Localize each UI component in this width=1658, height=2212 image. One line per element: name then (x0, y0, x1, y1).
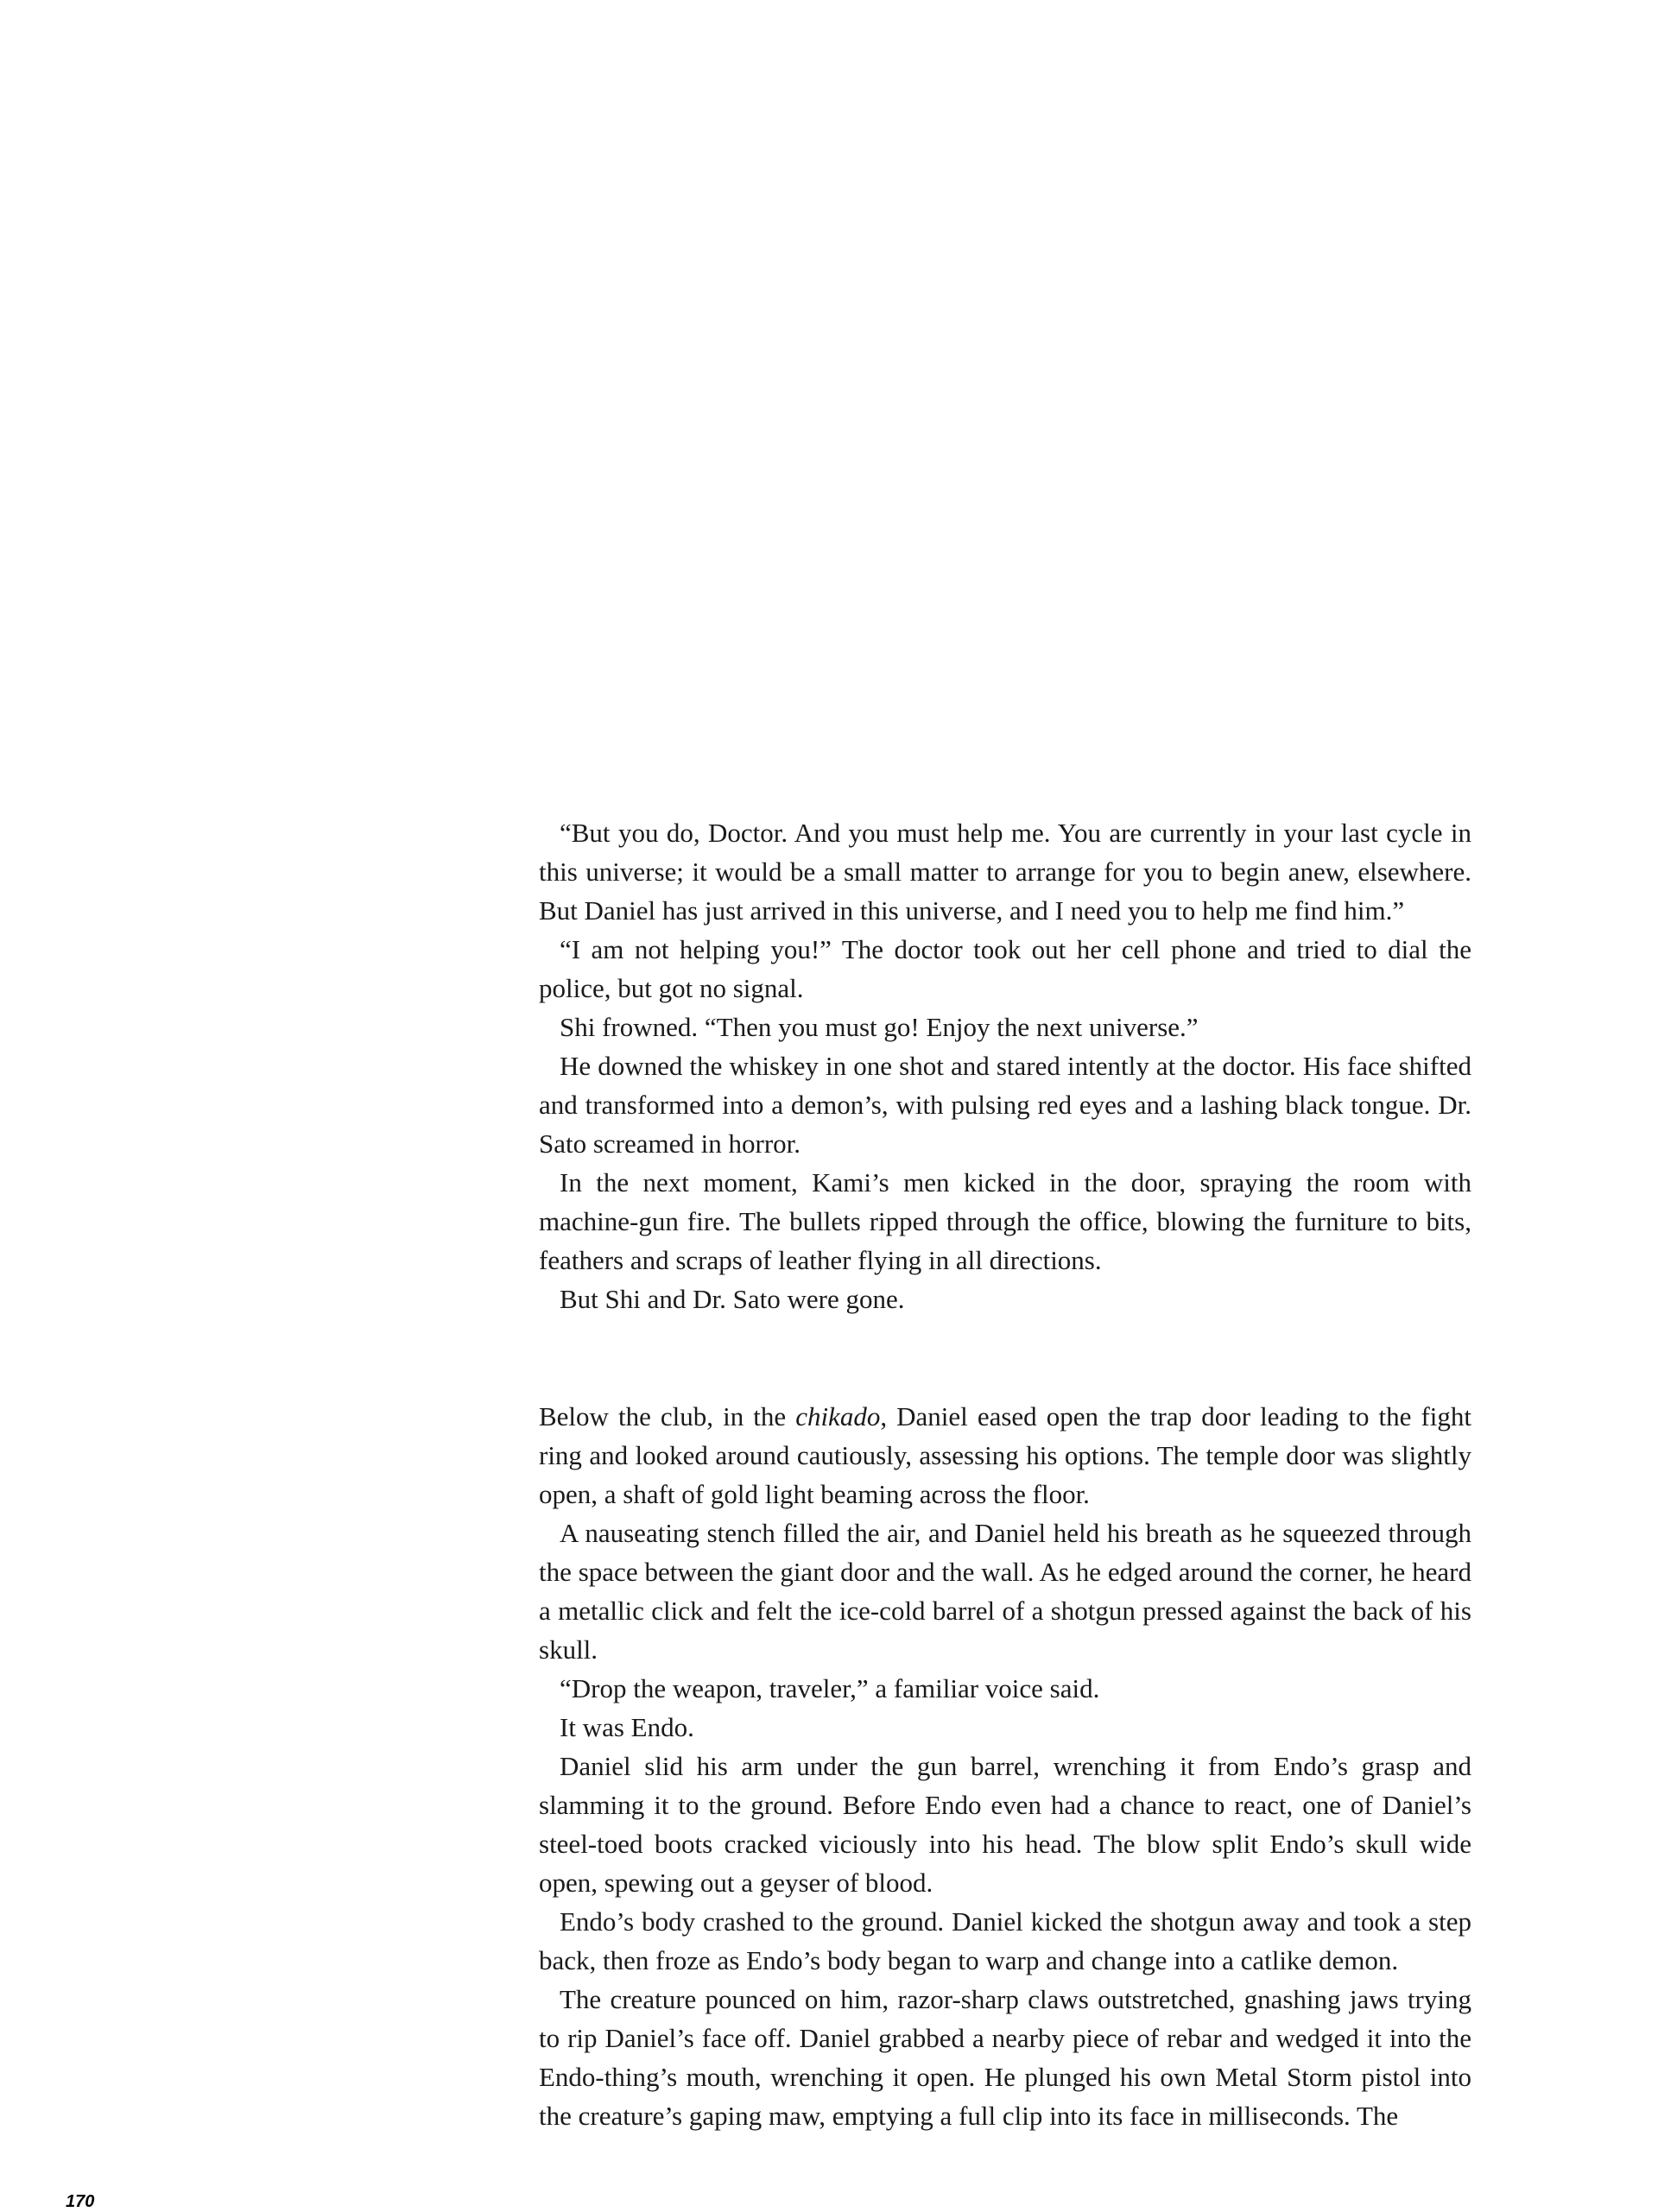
paragraph: A nauseating stench filled the air, and Daniel held his breath as he squeezed through the space between the giant door and the wall. As he edged around the corner, he heard a metallic click and felt the ice-cold barrel of a shotgun pressed against the back of his skull. (539, 1518, 1471, 1665)
paragraph: “I am not helping you!” The doctor took out her cell phone and tried to dial the police, but got no signal. (539, 934, 1471, 1003)
paragraph: “Drop the weapon, traveler,” a familiar voice said. (560, 1673, 1100, 1703)
text-section-1 (539, 813, 1471, 1318)
paragraph: “But you do, Doctor. And you must help me. You are currently in your last cycle in this universe; it would be a small matter to arrange for you to begin anew, elsewhere. But Daniel has just arrived in this universe, and I need you to help me find him.” (539, 818, 1471, 926)
paragraph: In the next moment, Kami’s men kicked in the door, spraying the room with machine-gun fire. The bullets ripped through the office, blowing the furniture to bits, feathers and scraps of leather flying in all directions. (539, 1167, 1471, 1275)
page-number: 170 (66, 2192, 95, 2211)
paragraph: The creature pounced on him, razor-sharp claws outstretched, gnashing jaws trying to rip Daniel’s face off. Daniel grabbed a nearby piece of rebar and wedged it into the Endo-thing’s mouth, wrenching it open. He plunged his own Metal Storm pistol into the creature’s gaping maw, emptying a full clip into its face in milliseconds. The (539, 1984, 1471, 2131)
italic-term: chikado (795, 1401, 881, 1431)
paragraph: He downed the whiskey in one shot and stared intently at the doctor. His face shifted and transformed into a demon’s, with pulsing red eyes and a lashing black tongue. Dr. Sato screamed in horror. (539, 1051, 1471, 1159)
paragraph: Daniel slid his arm under the gun barrel, wrenching it from Endo’s grasp and slamming it to the ground. Before Endo even had a chance to react, one of Daniel’s steel-toed boots cracked viciously into his head. The blow split Endo’s skull wide open, spewing out a geyser of blood. (539, 1751, 1471, 1898)
paragraph-text: Below the club, in the (539, 1401, 796, 1431)
paragraph: It was Endo. (560, 1712, 694, 1742)
paragraph: But Shi and Dr. Sato were gone. (560, 1284, 905, 1314)
text-section-2 (539, 1397, 1471, 2135)
paragraph-text: , Daniel eased open the trap door leading to the fight ring and looked around cautiously, assessing his options. The temple door was slightly open, a shaft of gold light beaming across the floor. (539, 1401, 1471, 1509)
paragraph: Shi frowned. “Then you must go! Enjoy the next universe.” (560, 1012, 1199, 1042)
paragraph: Endo’s body crashed to the ground. Daniel kicked the shotgun away and took a step back, then froze as Endo’s body began to warp and change into a catlike demon. (539, 1906, 1471, 1975)
scene-opening-paragraph (539, 1397, 1471, 1514)
